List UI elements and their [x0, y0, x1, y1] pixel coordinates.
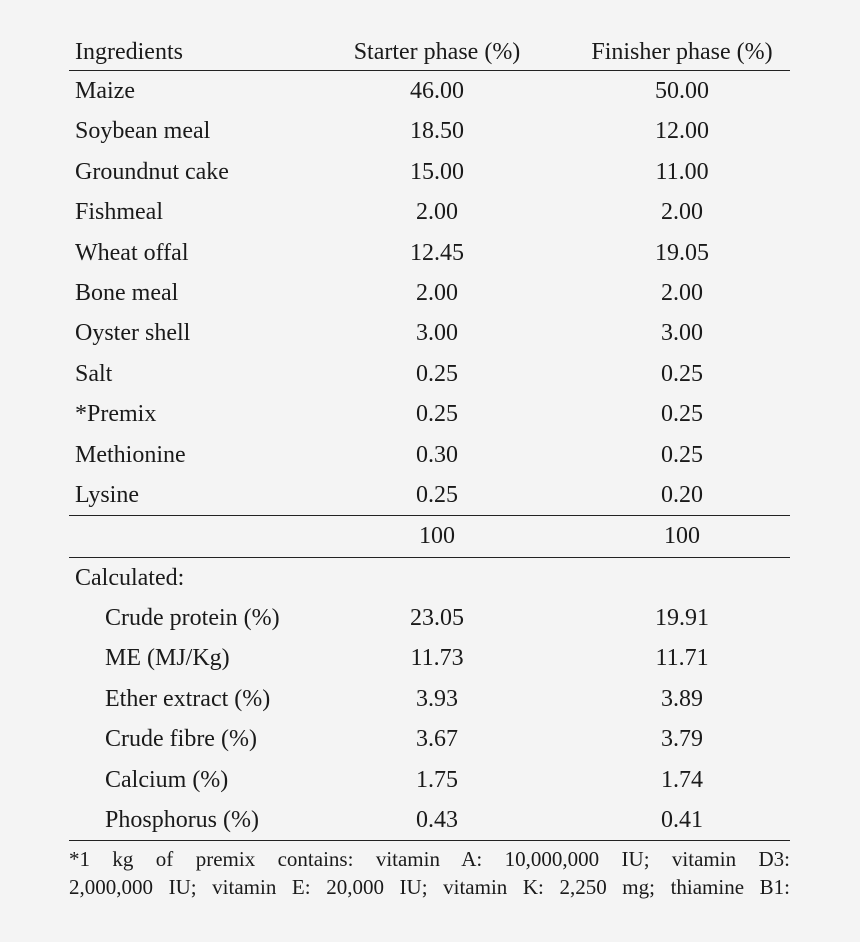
finisher-value: 3.89 — [661, 685, 703, 712]
finisher-value: 19.05 — [655, 239, 709, 266]
row-label: Bone meal — [75, 279, 179, 306]
row-label: Crude fibre (%) — [105, 726, 257, 753]
row-label: Maize — [75, 78, 135, 104]
table-row — [69, 394, 790, 434]
finisher-value: 0.25 — [661, 441, 703, 468]
starter-value: 46.00 — [410, 78, 464, 104]
table-row — [69, 638, 790, 678]
finisher-value: 2.00 — [661, 279, 703, 306]
finisher-value: 11.71 — [655, 645, 709, 672]
starter-value: 1.75 — [416, 766, 458, 793]
starter-value: 23.05 — [410, 605, 464, 632]
starter-value: 0.25 — [416, 401, 458, 428]
finisher-value: 19.91 — [655, 605, 709, 632]
table-row — [69, 760, 790, 800]
starter-value: 3.67 — [416, 726, 458, 753]
row-label: Soybean meal — [75, 118, 211, 145]
calculated-heading-row — [69, 558, 790, 598]
total-starter: 100 — [419, 523, 455, 550]
starter-value: 0.43 — [416, 807, 458, 834]
table-row — [69, 354, 790, 394]
row-label: ME (MJ/Kg) — [105, 645, 230, 672]
table-row — [69, 111, 790, 151]
row-label: Oyster shell — [75, 320, 191, 347]
table-row — [69, 313, 790, 353]
table-row — [69, 598, 790, 638]
total-finisher: 100 — [664, 523, 700, 550]
finisher-value: 12.00 — [655, 118, 709, 145]
header-ingredients: Ingredients — [75, 39, 183, 65]
header-finisher: Finisher phase (%) — [591, 39, 773, 65]
finisher-value: 0.25 — [661, 360, 703, 387]
table-row — [69, 71, 790, 111]
row-label: Ether extract (%) — [105, 685, 271, 712]
row-label: Wheat offal — [75, 239, 189, 266]
finisher-value: 0.20 — [661, 481, 703, 508]
table-row — [69, 679, 790, 719]
row-label: Groundnut cake — [75, 158, 229, 185]
table-row — [69, 435, 790, 475]
table-header-row — [69, 30, 790, 70]
starter-value: 2.00 — [416, 279, 458, 306]
table-row — [69, 719, 790, 759]
row-label: Calcium (%) — [105, 766, 229, 793]
row-label: Methionine — [75, 441, 186, 468]
calculated-rows — [69, 598, 790, 840]
row-label: Phosphorus (%) — [105, 807, 259, 834]
premix-footnote — [69, 845, 790, 901]
ingredient-rows — [69, 71, 790, 515]
finisher-value: 0.41 — [661, 807, 703, 834]
row-label: Salt — [75, 360, 113, 387]
row-label: *Premix — [75, 401, 157, 428]
starter-value: 0.25 — [416, 481, 458, 508]
table-row — [69, 192, 790, 232]
starter-value: 11.73 — [410, 645, 464, 672]
starter-value: 0.30 — [416, 441, 458, 468]
table-row — [69, 273, 790, 313]
finisher-value: 1.74 — [661, 766, 703, 793]
finisher-value: 3.00 — [661, 320, 703, 347]
feed-composition-table — [69, 30, 790, 841]
starter-value: 3.93 — [416, 685, 458, 712]
finisher-value: 11.00 — [655, 158, 709, 185]
finisher-value: 50.00 — [655, 78, 709, 104]
row-label: Lysine — [75, 481, 139, 508]
table-row — [69, 233, 790, 273]
table-row — [69, 800, 790, 840]
starter-value: 2.00 — [416, 199, 458, 226]
footnote-line-2: 2,000,000 IU; vitamin E: 20,000 IU; vitamin K: 2,250 mg; thiamine B1: — [69, 875, 790, 899]
finisher-value: 2.00 — [661, 199, 703, 226]
starter-value: 15.00 — [410, 158, 464, 185]
table-bottom-rule — [69, 840, 790, 841]
row-label: Crude protein (%) — [105, 605, 280, 632]
starter-value: 0.25 — [416, 360, 458, 387]
finisher-value: 0.25 — [661, 401, 703, 428]
header-starter: Starter phase (%) — [353, 39, 521, 65]
starter-value: 3.00 — [416, 320, 458, 347]
total-row — [69, 516, 790, 556]
starter-value: 12.45 — [410, 239, 464, 266]
finisher-value: 3.79 — [661, 726, 703, 753]
footnote-line-1: *1 kg of premix contains: vitamin A: 10,000,000 IU; vitamin D3: — [69, 847, 790, 871]
row-label: Fishmeal — [75, 199, 163, 226]
calculated-heading: Calculated: — [75, 564, 185, 591]
starter-value: 18.50 — [410, 118, 464, 145]
table-row — [69, 475, 790, 515]
table-row — [69, 152, 790, 192]
